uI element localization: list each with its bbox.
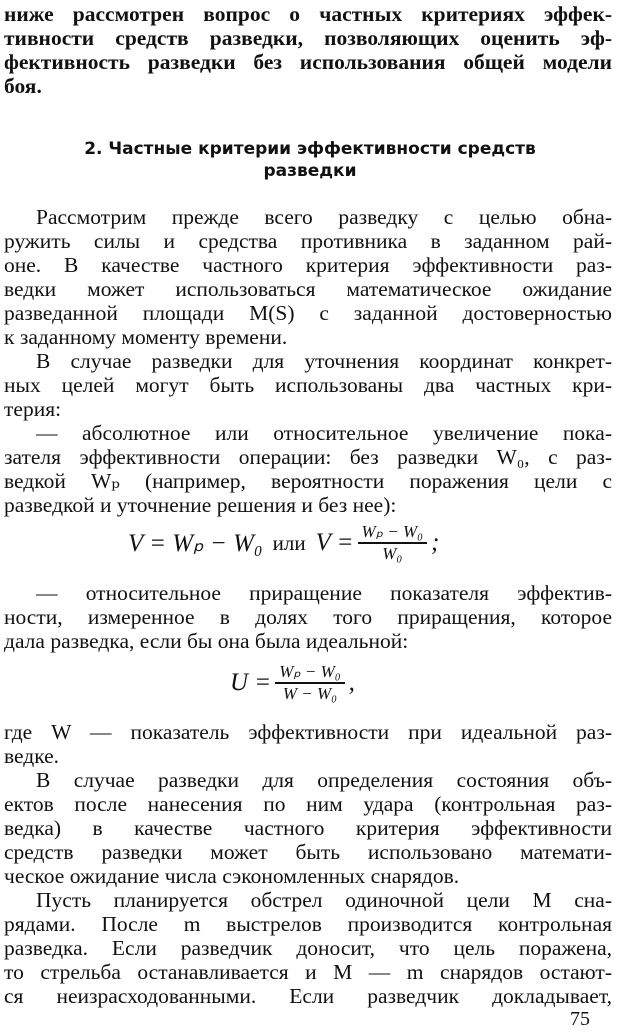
paragraph-line: ведка) в качестве частного критерия эффективности xyxy=(4,816,612,840)
paragraph-line: Рассмотрим прежде всего разведку с целью обна- xyxy=(36,205,612,229)
paragraph-line: — относительное приращение показателя эффектив- xyxy=(36,581,612,605)
formula-v-lhs: V = Wₚ − W₀ xyxy=(128,530,263,557)
formula-u-tail: , xyxy=(348,669,355,696)
paragraph-line: В случае разведки для уточнения координат конкрет- xyxy=(36,349,612,373)
paragraph-line: дала разведка, если бы она была идеальной: xyxy=(4,629,409,653)
paragraph-line: ческое ожидание числа сэкономленных снарядов. xyxy=(4,864,460,888)
paragraph-line: разведкой и уточнение решения и без нее): xyxy=(4,493,397,517)
paragraph-line: то стрельба останавливается и M — m снарядов остают- xyxy=(4,960,612,984)
intro-line: боя. xyxy=(4,74,42,98)
paragraph-line: Пусть планируется обстрел одиночной цели M сна- xyxy=(36,888,612,912)
paragraph-line: зателя эффективности операции: без разведки W₀, с раз- xyxy=(4,445,612,469)
paragraph-line: — абсолютное или относительное увеличение пока- xyxy=(36,421,612,445)
formula-v-lhs2: V = xyxy=(315,529,354,556)
paragraph-line: ведки может использоваться математическое ожидание xyxy=(4,277,612,301)
intro-line: тивности средств разведки, позволяющих оценить эф- xyxy=(4,26,612,50)
page-number: 75 xyxy=(570,1008,590,1030)
paragraph-line: рядами. После m выстрелов производится контрольная xyxy=(4,912,612,936)
intro-line: фективность разведки без использования общей модели xyxy=(4,50,612,74)
paragraph-line: средств разведки может быть использовано математи- xyxy=(4,840,612,864)
paragraph-line: ся неизрасходованными. Если разведчик докладывает, xyxy=(4,984,612,1008)
formula-u-denominator: W − W₀ xyxy=(282,683,338,703)
formula-v-connector: или xyxy=(272,530,306,555)
formula-u-lhs: U = xyxy=(230,669,272,696)
paragraph-line: ружить силы и средства противника в заданном рай- xyxy=(4,229,612,253)
formula-v xyxy=(128,516,439,570)
paragraph-line: ведке. xyxy=(4,744,60,768)
paragraph-line: В случае разведки для определения состояния объ- xyxy=(36,768,612,792)
paragraph-line: разведанной площади M(S) с заданной достоверностью xyxy=(4,301,612,325)
paragraph-line: где W — показатель эффективности при идеальной раз- xyxy=(4,720,612,744)
paragraph-line: к заданному моменту времени. xyxy=(4,325,288,349)
section-heading: разведки xyxy=(263,161,357,181)
formula-v-tail: ; xyxy=(431,529,440,556)
section-heading: 2. Частные критерии эффективности средств xyxy=(84,139,536,159)
formula-u-numerator: Wₚ − W₀ xyxy=(279,662,341,682)
paragraph-line: ведкой Wₚ (например, вероятности поражения цели с xyxy=(4,469,612,493)
paragraph-line: ности, измеренное в долях того приращения, которое xyxy=(4,605,612,629)
paragraph-line: ных целей могут быть использованы два частных кри- xyxy=(4,373,612,397)
paragraph-line: ектов после нанесения по ним удара (контрольная раз- xyxy=(4,792,612,816)
formula-v-numerator: Wₚ − W₀ xyxy=(361,522,424,542)
formula-v-denominator: W₀ xyxy=(382,543,403,563)
intro-line: ниже рассмотрен вопрос о частных критериях эффек- xyxy=(4,2,612,26)
formula-v-fraction xyxy=(358,522,427,564)
paragraph-line: терия: xyxy=(4,397,62,421)
formula-u xyxy=(230,656,355,710)
paragraph-line: оне. В качестве частного критерия эффективности раз- xyxy=(4,253,612,277)
formula-u-fraction xyxy=(275,662,344,704)
paragraph-line: разведка. Если разведчик доносит, что цель поражена, xyxy=(4,936,612,960)
